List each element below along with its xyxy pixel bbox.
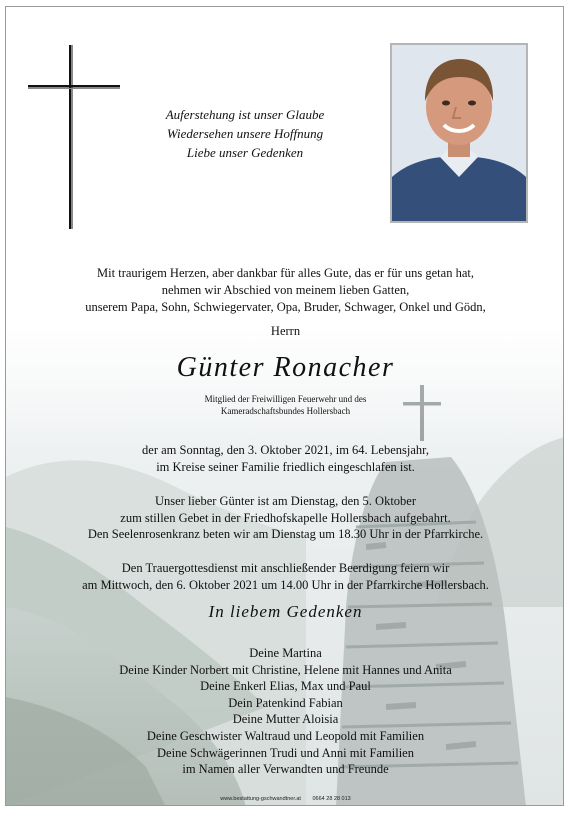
- footer-website: www.bestattung-gschwandtner.at: [220, 796, 301, 802]
- membership-line: Mitglied der Freiwilligen Feuerwehr und des: [204, 394, 367, 404]
- intro-line: nehmen wir Abschied von meinem lieben Gatten,: [161, 283, 410, 297]
- mourner-line: Deine Kinder Norbert mit Christine, Helene mit Hannes und Anita: [119, 662, 452, 677]
- quote-line: Wiedersehen unsere Hoffnung: [166, 126, 324, 141]
- mourner-line: Deine Schwägerinnen Trudi und Anni mit Familien: [157, 745, 414, 760]
- in-memoriam-heading: In liebem Gedenken: [208, 602, 363, 621]
- death-notice: [6, 442, 564, 475]
- faith-quote: [126, 105, 364, 162]
- quote-line: Auferstehung ist unser Glaube: [165, 107, 325, 122]
- intro-line: Mit traurigem Herzen, aber dankbar für alles Gute, das er für uns getan hat,: [97, 266, 474, 280]
- viewing-line: Den Seelenrosenkranz beten wir am Dienstag um 18.30 Uhr in der Pfarrkirche.: [87, 527, 484, 541]
- mourner-line: im Namen aller Verwandten und Freunde: [182, 762, 389, 777]
- viewing-line: Unser lieber Günter ist am Dienstag, den 5. Oktober: [154, 494, 417, 508]
- mourner-line: Deine Enkerl Elias, Max und Paul: [200, 679, 371, 694]
- death-notice-line: im Kreise seiner Familie friedlich eingeschlafen ist.: [156, 459, 415, 474]
- membership-note: [6, 393, 564, 417]
- funeral-line: am Mittwoch, den 6. Oktober 2021 um 14.00 Uhr in der Pfarrkirche Hollersbach.: [82, 577, 489, 592]
- viewing-line: zum stillen Gebet in der Friedhofskapelle Hollersbach aufgebahrt.: [120, 510, 451, 525]
- portrait-photo: [390, 43, 528, 223]
- viewing-info: [6, 493, 564, 543]
- footer-phone: 0664 28 28 013: [312, 796, 351, 802]
- mourner-line: Deine Martina: [249, 646, 322, 660]
- mourner-line: Dein Patenkind Fabian: [228, 695, 343, 710]
- mourner-line: Deine Geschwister Waltraud und Leopold mit Familien: [146, 728, 425, 743]
- mourner-line: Deine Mutter Aloisia: [232, 712, 339, 727]
- death-notice-line: der am Sonntag, den 3. Oktober 2021, im 64. Lebensjahr,: [142, 443, 429, 457]
- cross-icon: [28, 45, 120, 229]
- funeral-info: [6, 560, 564, 593]
- quote-line: Liebe unser Gedenken: [186, 145, 304, 160]
- mourners-list: [6, 645, 564, 778]
- deceased-name: Günter Ronacher: [176, 352, 395, 383]
- funeral-line: Den Trauergottesdienst mit anschließender Beerdigung feiern wir: [121, 561, 450, 575]
- footer: [6, 796, 564, 802]
- obituary-card: [5, 6, 564, 806]
- intro-text: [16, 265, 555, 316]
- intro-line: unserem Papa, Sohn, Schwiegervater, Opa, Bruder, Schwager, Onkel und Gödn,: [85, 300, 486, 314]
- salutation: Herrn: [270, 324, 301, 338]
- membership-line: Kameradschaftsbundes Hollersbach: [220, 406, 351, 416]
